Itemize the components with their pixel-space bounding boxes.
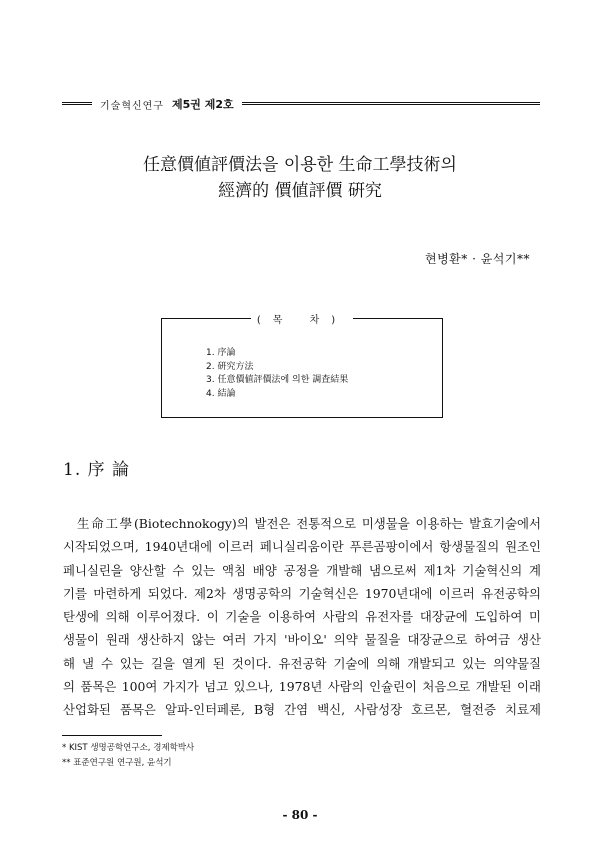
footnotes	[62, 741, 194, 771]
running-header	[62, 96, 540, 112]
table-of-contents	[161, 315, 443, 418]
body-line: 해 낼 수 있는 길을 열게 된 것이다. 유전공학 기술에 의해 개발되고 있는 의약물질	[63, 655, 541, 671]
journal-name: 기술혁신연구	[100, 100, 164, 112]
header-rule-left	[62, 102, 92, 107]
section-heading: 1. 序 論	[63, 460, 131, 480]
body-line: 생물이 원래 생산하지 않는 여러 가지 '바이오' 의약 물질을 대장균으로 하여금 생산	[63, 632, 541, 648]
body-line: 生命工學(Biotechnokogy)의 발전은 전통적으로 미생물을 이용하는 발효기술에서	[77, 516, 541, 531]
body-line: 기를 마련하게 되었다. 제2차 생명공학의 기술혁신은 1970년대에 이르러 유전공학의	[63, 585, 541, 601]
body-line: 산업화된 품목은 알파-인터페론, B형 간염 백신, 사람성장 호르몬, 혈전증 치료제	[63, 702, 541, 718]
page-number: - 80 -	[282, 808, 318, 822]
title-line-2: 經濟的 價値評價 硏究	[218, 181, 382, 201]
journal-volume: 제5권 제2호	[171, 98, 234, 111]
body-line: 의 품목은 100여 가지가 넘고 있으나, 1978년 사람의 인슐린이 처음으로 개발된 이래	[63, 679, 541, 695]
paper-title	[0, 152, 600, 204]
toc-heading: (목 차)	[162, 311, 442, 326]
footnote-2: ** 표준연구원 연구원, 윤석기	[62, 758, 172, 768]
body-line: 페니실린을 양산할 수 있는 액침 배양 공정을 개발해 냄으로써 제1차 기술혁신의 계	[63, 562, 541, 578]
header-rule-right	[242, 102, 540, 107]
body-text	[63, 512, 541, 722]
toc-item: 2. 硏究方法	[206, 361, 254, 372]
authors: 현병환* · 윤석기**	[425, 252, 530, 266]
toc-item: 4. 結論	[206, 388, 236, 399]
footnote-1: * KIST 생명공학연구소, 경제학박사	[62, 743, 195, 753]
title-line-1: 任意價値評價法을 이용한 生命工學技術의	[143, 155, 457, 175]
toc-list	[206, 347, 348, 401]
toc-item: 3. 任意價値評價法에 의한 調査結果	[206, 375, 349, 385]
toc-item: 1. 序論	[206, 348, 236, 358]
body-line: 탄생에 의해 이루어졌다. 이 기술을 이용하여 사람의 유전자를 대장균에 도입하여 미	[63, 609, 541, 625]
body-line: 시작되었으며, 1940년대에 이르러 페니실리움이란 푸른곰팡이에서 항생물질의 원조인	[63, 539, 541, 555]
footnote-divider	[62, 735, 162, 736]
